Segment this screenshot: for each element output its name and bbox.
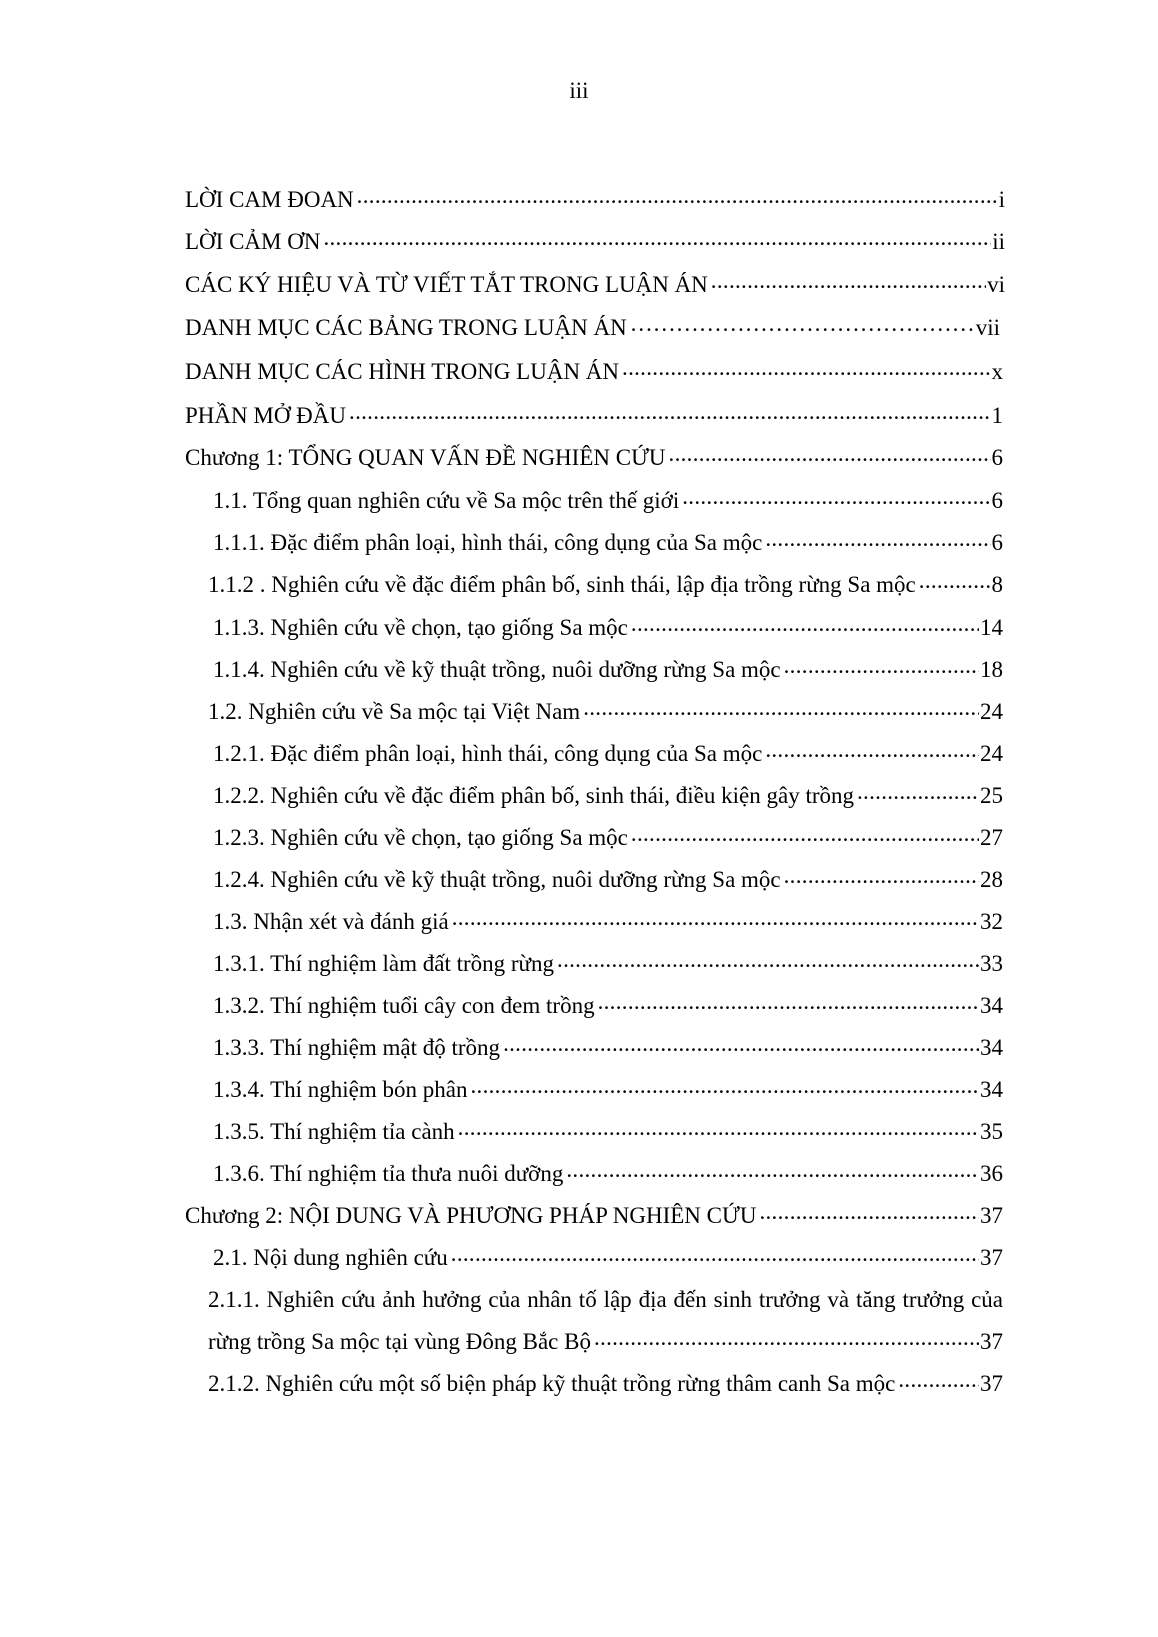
- toc-entry-label: 1.3.5. Thí nghiệm tỉa cành: [213, 1119, 455, 1144]
- toc-entry-page: 37: [980, 1329, 1003, 1354]
- dot-leader: [765, 737, 979, 761]
- dot-leader: [598, 989, 979, 1013]
- toc-entry-page: 34: [980, 1077, 1003, 1102]
- toc-entry[interactable]: [213, 821, 1003, 855]
- toc-entry-label: 1.3.3. Thí nghiệm mật độ trồng: [213, 1035, 501, 1060]
- toc-entry[interactable]: [185, 183, 1005, 217]
- dot-leader: [357, 183, 998, 207]
- toc-entry-page: 37: [980, 1245, 1003, 1270]
- toc-entry[interactable]: [213, 779, 1003, 813]
- toc-entry[interactable]: [213, 1073, 1003, 1107]
- dot-leader: [349, 399, 990, 423]
- toc-entry[interactable]: [208, 1367, 1003, 1401]
- dot-leader: [765, 526, 990, 550]
- toc-entry[interactable]: [185, 311, 1000, 345]
- toc-entry-page: 36: [980, 1161, 1003, 1186]
- dot-leader: [669, 441, 991, 465]
- toc-entry[interactable]: [213, 1157, 1003, 1191]
- toc-entry[interactable]: [213, 1241, 1003, 1275]
- toc-entry-label: 1.1.2 . Nghiên cứu về đặc điểm phân bố, sinh thái, lập địa trồng rừng Sa mộc: [208, 572, 916, 597]
- toc-entry-label: DANH MỤC CÁC HÌNH TRONG LUẬN ÁN: [185, 359, 620, 384]
- toc-entry-label: 2.1.2. Nghiên cứu một số biện pháp kỹ thuật trồng rừng thâm canh Sa mộc: [208, 1371, 896, 1396]
- toc-entry-page: 6: [991, 445, 1003, 470]
- toc-entry-page: 37: [980, 1203, 1003, 1228]
- toc-entry-label: DANH MỤC CÁC BẢNG TRONG LUẬN ÁN: [185, 315, 627, 340]
- toc-entry-page: x: [991, 359, 1003, 384]
- toc-entry-page: 8: [991, 572, 1003, 597]
- toc-entry-label: 1.1.4. Nghiên cứu về kỹ thuật trồng, nuôi dưỡng rừng Sa mộc: [213, 657, 781, 682]
- dot-leader: [898, 1367, 979, 1391]
- toc-entry[interactable]: [208, 1325, 1003, 1359]
- toc-entry-wrapped-first-line[interactable]: 2.1.1. Nghiên cứu ảnh hưởng của nhân tố lập địa đến sinh trưởng và tăng trưởng của: [208, 1287, 1003, 1312]
- toc-entry[interactable]: [213, 1115, 1003, 1149]
- toc-entry-page: 24: [980, 699, 1003, 724]
- toc-entry-page: ii: [992, 229, 1005, 254]
- toc-entry[interactable]: [208, 568, 1003, 602]
- toc-entry-page: vi: [987, 272, 1005, 297]
- toc-entry-label: 1.1.1. Đặc điểm phân loại, hình thái, công dụng của Sa mộc: [213, 530, 763, 555]
- toc-entry-page: 33: [980, 951, 1003, 976]
- dot-leader: [682, 484, 990, 508]
- toc-entry-page: 37: [980, 1371, 1003, 1396]
- toc-entry[interactable]: [213, 611, 1003, 645]
- dot-leader: [784, 653, 979, 677]
- dot-leader: [594, 1325, 979, 1349]
- toc-entry[interactable]: [213, 526, 1003, 560]
- toc-entry-label: 1.2. Nghiên cứu về Sa mộc tại Việt Nam: [208, 699, 581, 724]
- toc-entry-label: 1.3.1. Thí nghiệm làm đất trồng rừng: [213, 951, 555, 976]
- toc-entry-label: 1.3. Nhận xét và đánh giá: [213, 909, 449, 934]
- dot-leader: [557, 947, 979, 971]
- toc-entry-label: Chương 1: TỔNG QUAN VẤN ĐỀ NGHIÊN CỨU: [185, 445, 666, 470]
- toc-entry-page: 28: [980, 867, 1003, 892]
- toc-entry[interactable]: [213, 989, 1003, 1023]
- dot-leader: [451, 1241, 979, 1265]
- toc-entry[interactable]: [185, 399, 1003, 433]
- dot-leader: [458, 1115, 979, 1139]
- toc-entry[interactable]: [213, 484, 1003, 518]
- toc-entry-page: vii: [975, 315, 1000, 340]
- dot-leader: [784, 863, 979, 887]
- toc-entry[interactable]: [185, 268, 1005, 302]
- dot-leader: [566, 1157, 979, 1181]
- dot-leader: [631, 611, 979, 635]
- toc-entry-page: 27: [980, 825, 1003, 850]
- toc-entry-page: 35: [980, 1119, 1003, 1144]
- toc-entry-label: Chương 2: NỘI DUNG VÀ PHƯƠNG PHÁP NGHIÊN CỨU: [185, 1203, 757, 1228]
- dot-leader: [919, 568, 991, 592]
- toc-entry-label: 1.2.1. Đặc điểm phân loại, hình thái, công dụng của Sa mộc: [213, 741, 763, 766]
- toc-entry-label: 1.1. Tổng quan nghiên cứu về Sa mộc trên thế giới: [213, 488, 680, 513]
- dot-leader: [503, 1031, 979, 1055]
- dot-leader: [857, 779, 979, 803]
- toc-entry-page: 25: [980, 783, 1003, 808]
- dot-leader: [470, 1073, 979, 1097]
- dot-leader: [631, 821, 979, 845]
- toc-entry-page: 18: [980, 657, 1003, 682]
- toc-entry-page: i: [998, 187, 1005, 212]
- toc-entry-label: LỜI CẢM ƠN: [185, 229, 321, 254]
- toc-entry-label: 1.3.6. Thí nghiệm tỉa thưa nuôi dưỡng: [213, 1161, 564, 1186]
- page-number: iii: [569, 78, 589, 103]
- toc-entry[interactable]: [213, 905, 1003, 939]
- toc-entry-label: 2.1. Nội dung nghiên cứu: [213, 1245, 448, 1270]
- toc-entry-label: 1.2.2. Nghiên cứu về đặc điểm phân bố, sinh thái, điều kiện gây trồng: [213, 783, 854, 808]
- toc-entry-label: 1.2.3. Nghiên cứu về chọn, tạo giống Sa mộc: [213, 825, 628, 850]
- toc-entry-label: 1.3.2. Thí nghiệm tuổi cây con đem trồng: [213, 993, 595, 1018]
- toc-entry-label: PHẦN MỞ ĐẦU: [185, 403, 347, 428]
- toc-entry-page: 6: [991, 488, 1003, 513]
- dot-leader: [323, 225, 991, 249]
- toc-entry-page: 34: [980, 1035, 1003, 1060]
- dot-leader: [759, 1199, 979, 1223]
- toc-entry-label: LỜI CAM ĐOAN: [185, 187, 354, 212]
- toc-entry[interactable]: [185, 1199, 1003, 1233]
- toc-entry-page: 1: [991, 403, 1003, 428]
- toc-entry[interactable]: [213, 863, 1003, 897]
- dot-leader: [583, 695, 979, 719]
- toc-entry-label: rừng trồng Sa mộc tại vùng Đông Bắc Bộ: [208, 1329, 591, 1354]
- toc-entry-page: 34: [980, 993, 1003, 1018]
- toc-entry-label: CÁC KÝ HIỆU VÀ TỪ VIẾT TẮT TRONG LUẬN ÁN: [185, 272, 708, 297]
- toc-entry[interactable]: [213, 1031, 1003, 1065]
- toc-entry[interactable]: [185, 441, 1003, 475]
- dot-leader: [711, 268, 986, 292]
- toc-entry[interactable]: [208, 695, 1003, 729]
- toc-entry[interactable]: [185, 355, 1003, 389]
- toc-entry-label: 1.3.4. Thí nghiệm bón phân: [213, 1077, 468, 1102]
- dot-leader: [452, 905, 979, 929]
- toc-entry[interactable]: [213, 737, 1003, 771]
- dot-leader: [630, 311, 975, 335]
- toc-entry-label: 1.1.3. Nghiên cứu về chọn, tạo giống Sa mộc: [213, 615, 628, 640]
- dot-leader: [622, 355, 990, 379]
- toc-entry-page: 6: [991, 530, 1003, 555]
- toc-entry[interactable]: [185, 225, 1005, 259]
- toc-entry[interactable]: [213, 653, 1003, 687]
- toc-entry-page: 32: [980, 909, 1003, 934]
- toc-entry[interactable]: [213, 947, 1003, 981]
- toc-entry-page: 14: [980, 615, 1003, 640]
- toc-entry-page: 24: [980, 741, 1003, 766]
- toc-entry-label: 1.2.4. Nghiên cứu về kỹ thuật trồng, nuôi dưỡng rừng Sa mộc: [213, 867, 781, 892]
